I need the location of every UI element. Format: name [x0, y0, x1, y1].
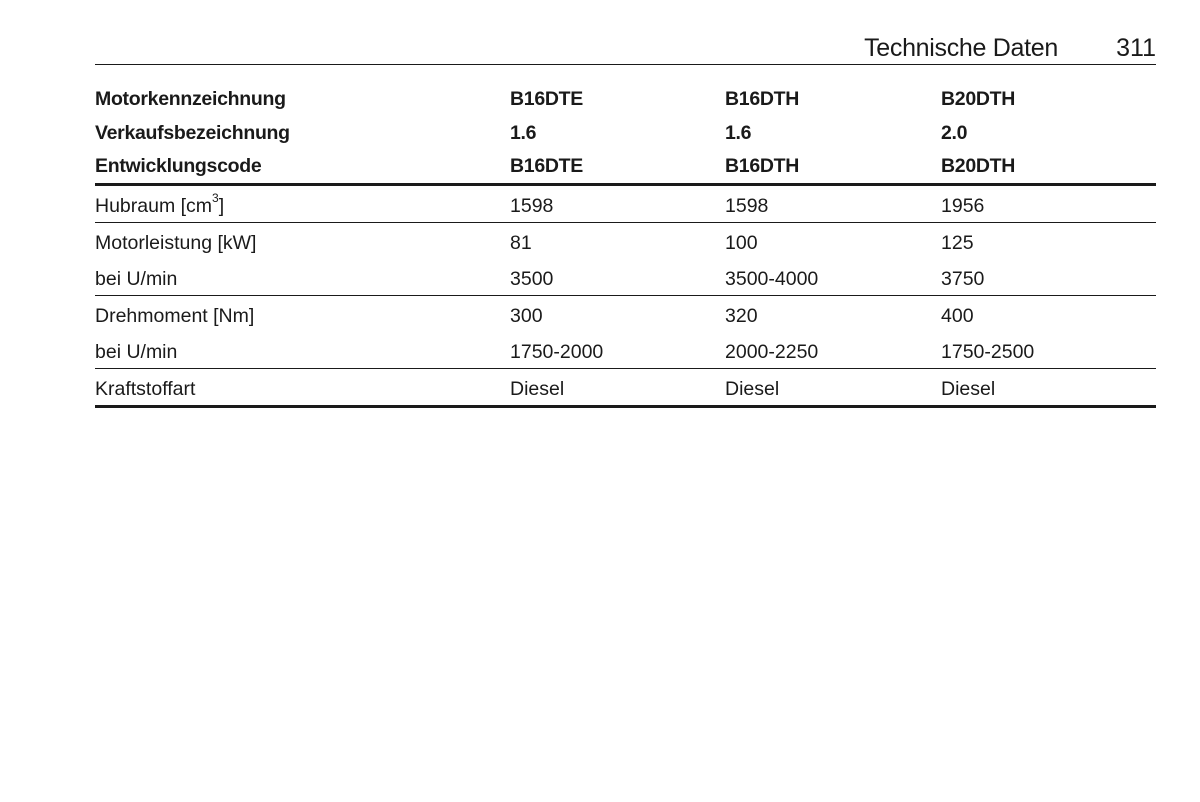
- cell: B16DTE: [510, 88, 583, 110]
- cell: B16DTE: [510, 155, 583, 177]
- row-label-text: Hubraum [cm: [95, 194, 213, 217]
- page-header: [95, 30, 1156, 65]
- cell: 1750-2000: [510, 340, 604, 363]
- table-header-row: [95, 116, 1156, 150]
- cell: 100: [725, 231, 758, 254]
- cell: 320: [725, 304, 758, 327]
- row-label: bei U/min: [95, 267, 178, 290]
- table-header-row: [95, 82, 1156, 116]
- row-label: Kraftstoffart: [95, 377, 196, 400]
- table-header-row: [95, 149, 1156, 183]
- table-row: [95, 223, 1156, 259]
- table-row: [95, 186, 1156, 222]
- table-row: [95, 296, 1156, 332]
- page-number: 311: [1116, 34, 1156, 62]
- cell: 1956: [941, 194, 985, 217]
- section-title: Technische Daten: [864, 34, 1058, 62]
- engine-spec-table: [95, 82, 1156, 408]
- row-label: Drehmoment [Nm]: [95, 304, 255, 327]
- cell: 1.6: [725, 121, 752, 144]
- cell: B20DTH: [941, 155, 1016, 177]
- cell: 81: [510, 231, 532, 254]
- cell: 1598: [725, 194, 769, 217]
- cell: 400: [941, 304, 974, 327]
- row-label-suffix: ]: [218, 194, 225, 217]
- cell: 1598: [510, 194, 554, 217]
- cell: 1750-2500: [941, 340, 1035, 363]
- row-label: bei U/min: [95, 340, 178, 363]
- cell: 3500: [510, 267, 554, 290]
- table-row: [95, 369, 1156, 405]
- table-bottom-rule: [95, 405, 1156, 408]
- row-label: Verkaufsbezeichnung: [95, 121, 290, 144]
- cell: 1.6: [510, 121, 537, 144]
- table-row: [95, 259, 1156, 295]
- cell: 3750: [941, 267, 985, 290]
- cell: Diesel: [510, 377, 565, 400]
- cell: B16DTH: [725, 88, 800, 110]
- cell: B16DTH: [725, 155, 800, 177]
- cell: B20DTH: [941, 88, 1016, 110]
- cell: Diesel: [941, 377, 996, 400]
- cell: Diesel: [725, 377, 780, 400]
- cell: 2.0: [941, 121, 968, 144]
- cell: 125: [941, 231, 974, 254]
- row-label: [95, 191, 225, 218]
- row-label: Entwicklungscode: [95, 155, 262, 177]
- table-row: [95, 332, 1156, 368]
- cell: 2000-2250: [725, 340, 819, 363]
- cell: 3500-4000: [725, 267, 819, 290]
- superscript: 3: [212, 191, 219, 205]
- cell: 300: [510, 304, 543, 327]
- row-label: Motorkennzeichnung: [95, 88, 286, 110]
- row-label: Motorleistung [kW]: [95, 231, 257, 254]
